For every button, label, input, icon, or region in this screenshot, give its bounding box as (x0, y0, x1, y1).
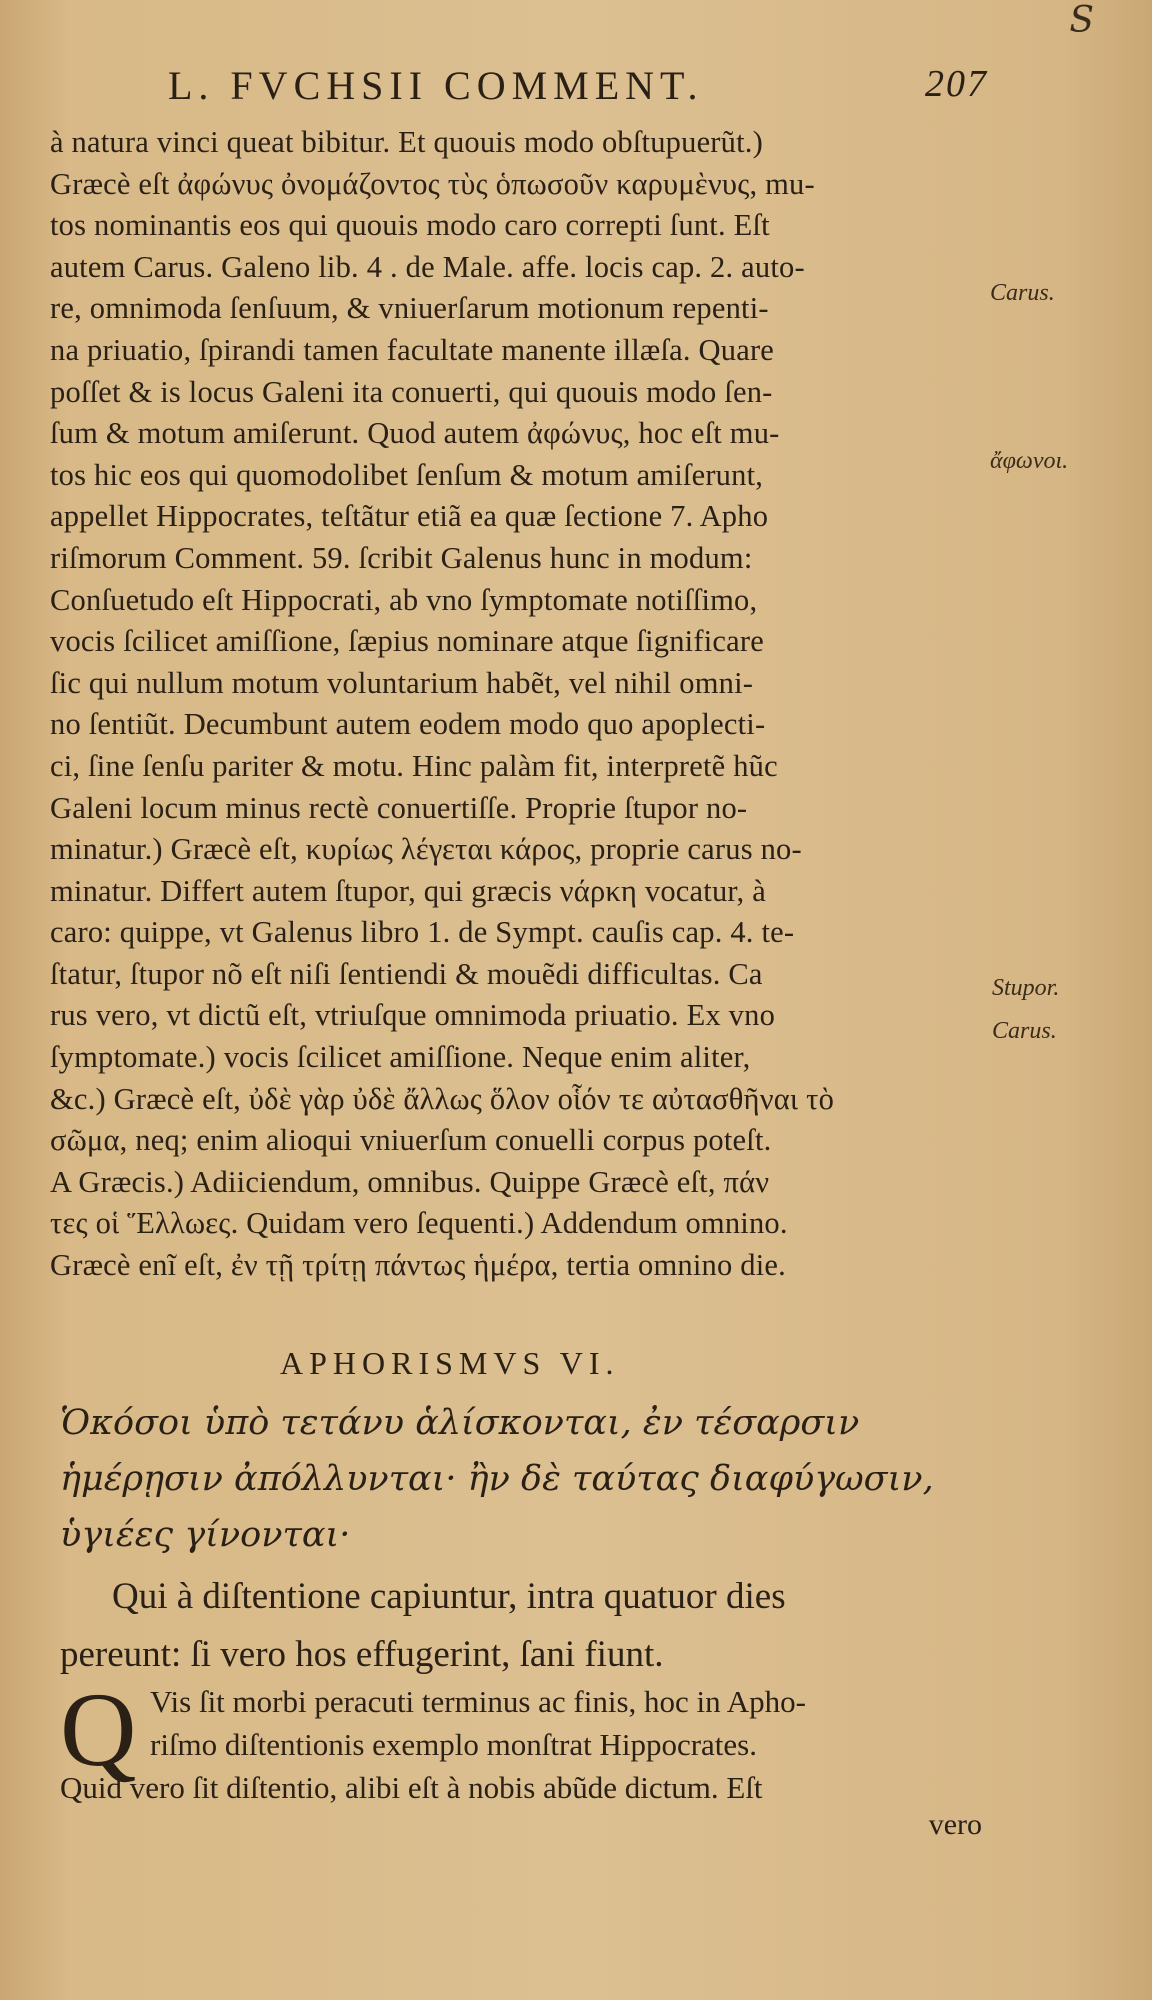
text-line: ſtatur, ſtupor nõ eſt niſi ſentiendi & mouẽdi difficultas. Ca (50, 956, 763, 991)
text-line: na priuatio, ſpirandi tamen facultate manente illæſa. Quare (50, 332, 775, 367)
text-line: ſic qui nullum motum voluntarium habẽt, vel nihil omni- (50, 665, 754, 700)
latin-line: Qui à diſtentione capiuntur, intra quatuor dies (112, 1576, 786, 1617)
text-line: ſum & motum amiſerunt. Quod autem ἀφώνυς, hoc eſt mu- (50, 416, 780, 451)
commentary-line: riſmo diſtentionis exemplo monſtrat Hippocrates. (150, 1727, 757, 1762)
text-line: Græcè eſt ἀφώνυς ὀνομάζοντος τὺς ὁπωσοῦν καρυμὲνυς, mu- (50, 166, 815, 201)
text-line: ci, ſine ſenſu pariter & motu. Hinc palàm fit, interpretẽ hũc (50, 748, 778, 783)
text-line: appellet Hippocrates, teſtãtur etiã ea quæ ſectione 7. Apho (50, 499, 769, 534)
text-line: &c.) Græcè eſt, ὐδὲ γὰρ ὐδὲ ἄλλως ὅλον οἷόν τε αὐτασθῆναι τὸ (50, 1081, 835, 1116)
text-line: ſymptomate.) vocis ſcilicet amiſſione. Neque enim aliter, (50, 1040, 751, 1075)
commentary-line: Vis ſit morbi peracuti terminus ac finis, hoc in Apho- (150, 1684, 806, 1719)
text-line: vocis ſcilicet amiſſione, ſæpius nominare atque ſignificare (50, 624, 764, 659)
greek-line: ὑγιέες γίνονται· (60, 1515, 351, 1555)
text-line: minatur.) Græcè eſt, κυρίως λέγεται κάρος, proprie carus no- (50, 832, 802, 867)
text-line: Græcè enĩ eſt, ἐν τῇ τρίτῃ πάντως ἡμέρα, tertia omnino die. (50, 1248, 786, 1283)
greek-line: ἡμέρῃσιν ἀπόλλυνται· ἢν δὲ ταύτας διαφύγωσιν, (60, 1459, 934, 1499)
catchword: vero (928, 1808, 982, 1841)
text-line: rus vero, vt dictũ eſt, vtriuſque omnimoda priuatio. Ex vno (50, 998, 776, 1033)
margin-note-stupor: Stupor. (992, 975, 1060, 1001)
running-head (168, 62, 988, 122)
text-line: poſſet & is locus Galeni ita conuerti, qui quouis modo ſen- (50, 374, 773, 409)
margin-note-aphonoi: ἄφωνοι. (990, 448, 1069, 474)
text-line: A Græcis.) Adiiciendum, omnibus. Quippe Græcè eſt, πάν (50, 1164, 770, 1199)
text-line: Galeni locum minus rectè conuertiſſe. Proprie ſtupor no- (50, 790, 748, 825)
margin-note-carus-2: Carus. (992, 1018, 1057, 1044)
greek-line: Ὁκόσοι ὑπὸ τετάνυ ἁλίσκονται, ἐν τέσαρσιν (60, 1403, 860, 1443)
text-line: caro: quippe, vt Galenus libro 1. de Sympt. cauſis cap. 4. te- (50, 915, 795, 950)
text-line: no ſentiũt. Decumbunt autem eodem modo quo apoplecti- (50, 707, 766, 742)
aphorism-latin (60, 1568, 990, 1684)
latin-line: pereunt: ſi vero hos effugerint, ſani fiunt. (60, 1634, 664, 1675)
commentary (60, 1671, 990, 1809)
text-line: autem Carus. Galeno lib. 4 . de Male. affe. locis cap. 2. auto- (50, 249, 805, 284)
body-text (50, 122, 982, 1287)
aphorism-heading: APHORISMVS VI. (280, 1345, 620, 1381)
text-line: Conſuetudo eſt Hippocrati, ab vno ſymptomate notiſſimo, (50, 582, 758, 617)
text-line: τες οἱ Ἕλλωες. Quidam vero ſequenti.) Addendum omnino. (50, 1206, 788, 1241)
running-head-title: L. FVCHSII COMMENT. (168, 63, 704, 108)
commentary-line: Quid vero ſit diſtentio, alibi eſt à nobis abũde dictum. Eſt (60, 1770, 763, 1805)
corner-mark: S (1069, 0, 1094, 41)
text-line: à natura vinci queat bibitur. Et quouis modo obſtupuerũt.) (50, 125, 763, 159)
text-line: minatur. Differt autem ſtupor, qui græcis νάρκη vocatur, à (50, 873, 766, 908)
margin-note-carus: Carus. (990, 280, 1055, 306)
page-number: 207 (925, 63, 988, 105)
text-line: riſmorum Comment. 59. ſcribit Galenus hunc in modum: (50, 540, 753, 575)
aphorism-greek (60, 1395, 990, 1563)
text-line: tos nominantis eos qui quouis modo caro correpti ſunt. Eſt (50, 208, 770, 243)
drop-capital: Q (60, 1671, 137, 1788)
text-line: tos hic eos qui quomodolibet ſenſum & motum amiſerunt, (50, 457, 764, 492)
text-line: σῶμα, neq; enim alioqui vniuerſum conuelli corpus poteſt. (50, 1123, 772, 1158)
text-line: re, omnimoda ſenſuum, & vniuerſarum motionum repenti- (50, 291, 769, 326)
